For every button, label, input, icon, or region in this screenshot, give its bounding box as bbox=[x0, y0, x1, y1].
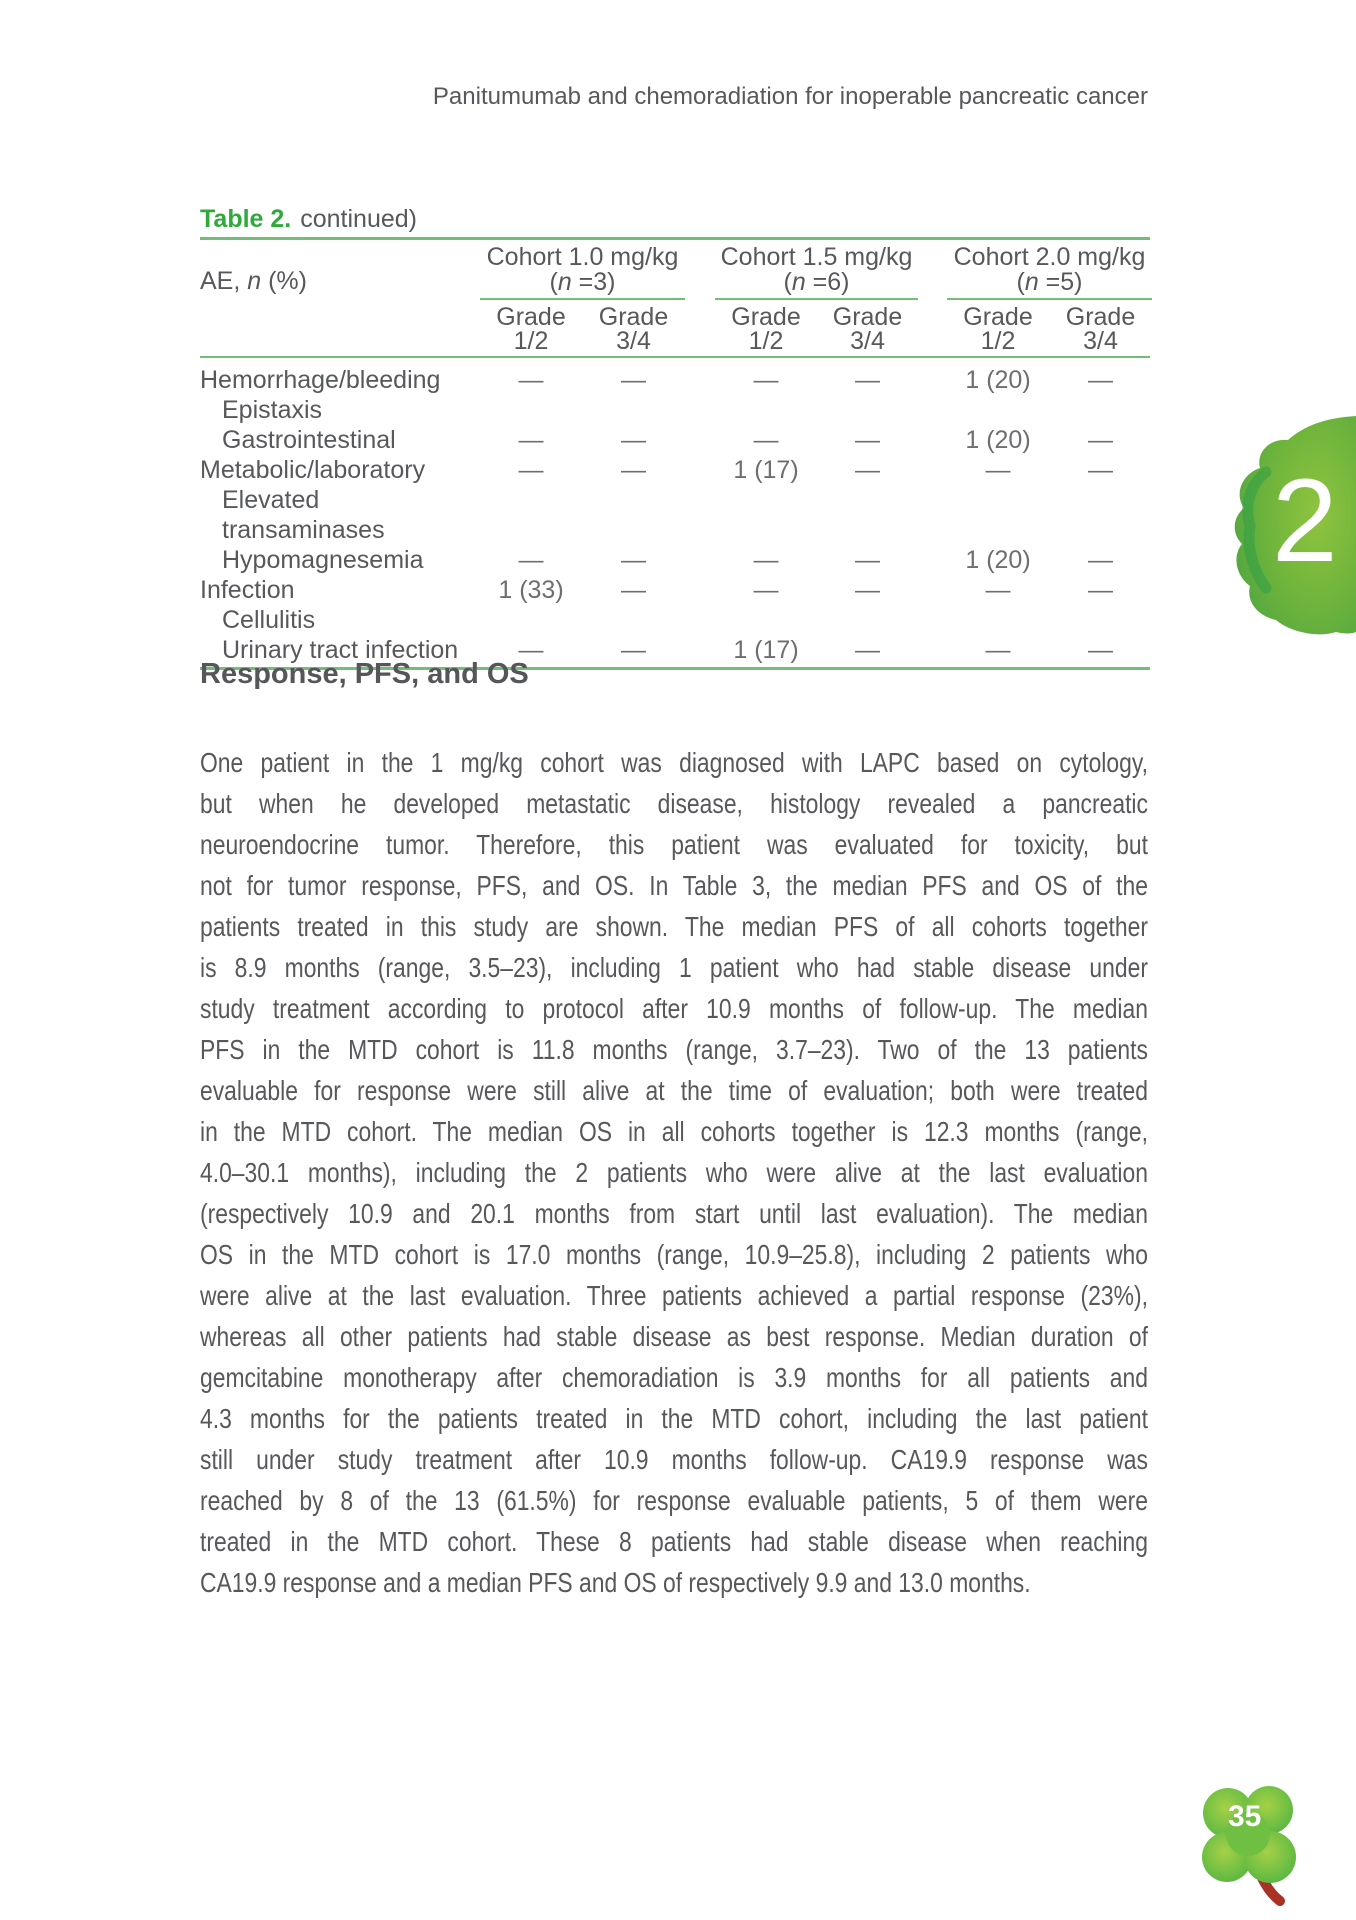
column-header-grade34: Grade 3/4 bbox=[598, 303, 669, 355]
paragraph-line: 4.3 months for the patients treated in the MTD cohort, including the last patient bbox=[200, 1403, 1148, 1434]
cell-value: — bbox=[621, 636, 646, 664]
running-head: Panitumumab and chemoradiation for inoperable pancreatic cancer bbox=[432, 83, 1148, 110]
cell-value: — bbox=[621, 576, 646, 604]
paragraph-line: PFS in the MTD cohort is 11.8 months (range, 3.7–23). Two of the 13 patients bbox=[200, 1034, 1148, 1065]
table-row bbox=[200, 455, 1150, 545]
cell-value: — bbox=[855, 426, 880, 454]
paragraph-line: not for tumor response, PFS, and OS. In Table 3, the median PFS and OS of the bbox=[200, 870, 1148, 901]
table-row bbox=[200, 545, 1150, 575]
cell-value: — bbox=[621, 426, 646, 454]
cell-value: 1 (33) bbox=[498, 576, 564, 604]
paragraph-line: were alive at the last evaluation. Three patients achieved a partial response (23%), bbox=[200, 1280, 1148, 1311]
paragraph-line: study treatment according to protocol after 10.9 months of follow-up. The median bbox=[200, 993, 1148, 1024]
row-label: Hypomagnesemia bbox=[222, 546, 424, 574]
cell-value: — bbox=[518, 456, 544, 484]
table-caption bbox=[200, 206, 1150, 232]
row-label: Infection Cellulitis bbox=[200, 576, 316, 634]
column-group-cohort-1: Cohort 1.0 mg/kg (n =3) bbox=[480, 240, 685, 300]
cell-value: 1 (17) bbox=[733, 456, 799, 484]
adverse-events-table bbox=[200, 206, 1150, 670]
column-group-cohort-2: Cohort 1.5 mg/kg (n =6) bbox=[715, 240, 918, 300]
column-header-grade12: Grade 1/2 bbox=[963, 303, 1033, 355]
cell-value: — bbox=[753, 366, 779, 394]
column-header-grade34: Grade 3/4 bbox=[1065, 303, 1136, 355]
cell-value: — bbox=[855, 366, 880, 394]
cell-value: — bbox=[621, 546, 646, 574]
table-row bbox=[200, 425, 1150, 455]
cell-value: — bbox=[518, 366, 544, 394]
cell-value: — bbox=[753, 426, 779, 454]
cell-value: — bbox=[985, 636, 1011, 664]
row-label: Metabolic/laboratory Elevated transaminases bbox=[200, 456, 426, 544]
cell-value: — bbox=[1088, 426, 1113, 454]
cell-value: — bbox=[1088, 576, 1113, 604]
cell-value: — bbox=[985, 456, 1011, 484]
paragraph-line: (respectively 10.9 and 20.1 months from start until last evaluation). The median bbox=[200, 1198, 1148, 1229]
paragraph-line: 4.0–30.1 months), including the 2 patients who were alive at the last evaluation bbox=[200, 1157, 1148, 1188]
cell-value: — bbox=[518, 636, 544, 664]
table-row bbox=[200, 575, 1150, 635]
paragraph-line: still under study treatment after 10.9 months follow-up. CA19.9 response was bbox=[200, 1444, 1148, 1475]
chapter-tab bbox=[1224, 410, 1356, 638]
body-paragraph bbox=[200, 742, 1148, 1603]
section-heading: Response, PFS, and OS bbox=[200, 658, 529, 690]
cell-value: — bbox=[753, 546, 779, 574]
page-number-clover bbox=[1198, 1782, 1298, 1910]
cell-value: — bbox=[1088, 456, 1113, 484]
cell-value: — bbox=[1088, 366, 1113, 394]
cell-value: — bbox=[621, 456, 646, 484]
paragraph-line: in the MTD cohort. The median OS in all cohorts together is 12.3 months (range, bbox=[200, 1116, 1148, 1147]
cell-value: — bbox=[855, 636, 880, 664]
paragraph-line: evaluable for response were still alive at the time of evaluation; both were treated bbox=[200, 1075, 1148, 1106]
cell-value: 1 (17) bbox=[733, 636, 799, 664]
table-header bbox=[200, 240, 1150, 358]
cell-value: — bbox=[855, 576, 880, 604]
page-number: 35 bbox=[1228, 1800, 1262, 1833]
table-body bbox=[200, 358, 1150, 665]
cell-value: — bbox=[855, 546, 880, 574]
cell-value: 1 (20) bbox=[965, 426, 1031, 454]
cell-value: — bbox=[855, 456, 880, 484]
column-group-cohort-3: Cohort 2.0 mg/kg (n =5) bbox=[947, 240, 1152, 300]
paragraph-line: is 8.9 months (range, 3.5–23), including 1 patient who had stable disease under bbox=[200, 952, 1148, 983]
row-label: Gastrointestinal bbox=[222, 426, 396, 454]
chapter-number: 2 bbox=[1272, 455, 1338, 587]
cell-value: — bbox=[753, 576, 779, 604]
paragraph-line: CA19.9 response and a median PFS and OS of respectively 9.9 and 13.0 months. bbox=[200, 1567, 1031, 1598]
paragraph-line: gemcitabine monotherapy after chemoradiation is 3.9 months for all patients and bbox=[200, 1362, 1148, 1393]
cell-value: — bbox=[1088, 636, 1113, 664]
paragraph-line: patients treated in this study are shown. The median PFS of all cohorts together bbox=[200, 911, 1148, 942]
row-label: Hemorrhage/bleeding Epistaxis bbox=[200, 366, 441, 424]
paragraph-line: treated in the MTD cohort. These 8 patients had stable disease when reaching bbox=[200, 1526, 1148, 1557]
paragraph-line: neuroendocrine tumor. Therefore, this patient was evaluated for toxicity, but bbox=[200, 829, 1148, 860]
row-label: Urinary tract infection bbox=[222, 636, 459, 664]
paragraph-line: whereas all other patients had stable disease as best response. Median duration of bbox=[200, 1321, 1148, 1352]
cell-value: — bbox=[621, 366, 646, 394]
column-header-grade12: Grade 1/2 bbox=[496, 303, 566, 355]
paragraph-line: but when he developed metastatic disease, histology revealed a pancreatic bbox=[200, 788, 1148, 819]
paragraph-line: One patient in the 1 mg/kg cohort was diagnosed with LAPC based on cytology, bbox=[200, 747, 1148, 778]
table-caption-continued: continued) bbox=[300, 205, 417, 233]
cell-value: — bbox=[985, 576, 1011, 604]
paragraph-line: reached by 8 of the 13 (61.5%) for response evaluable patients, 5 of them were bbox=[200, 1485, 1148, 1516]
cell-value: 1 (20) bbox=[965, 366, 1031, 394]
column-header-grade12: Grade 1/2 bbox=[731, 303, 801, 355]
column-header-grade34: Grade 3/4 bbox=[832, 303, 903, 355]
cell-value: — bbox=[518, 546, 544, 574]
table-caption-label: Table 2. bbox=[200, 205, 292, 233]
cell-value: — bbox=[1088, 546, 1113, 574]
column-header-ae: AE, n (%) bbox=[200, 267, 307, 295]
table-row bbox=[200, 365, 1150, 425]
cell-value: — bbox=[518, 426, 544, 454]
cell-value: 1 (20) bbox=[965, 546, 1031, 574]
paragraph-line: OS in the MTD cohort is 17.0 months (range, 10.9–25.8), including 2 patients who bbox=[200, 1239, 1148, 1270]
